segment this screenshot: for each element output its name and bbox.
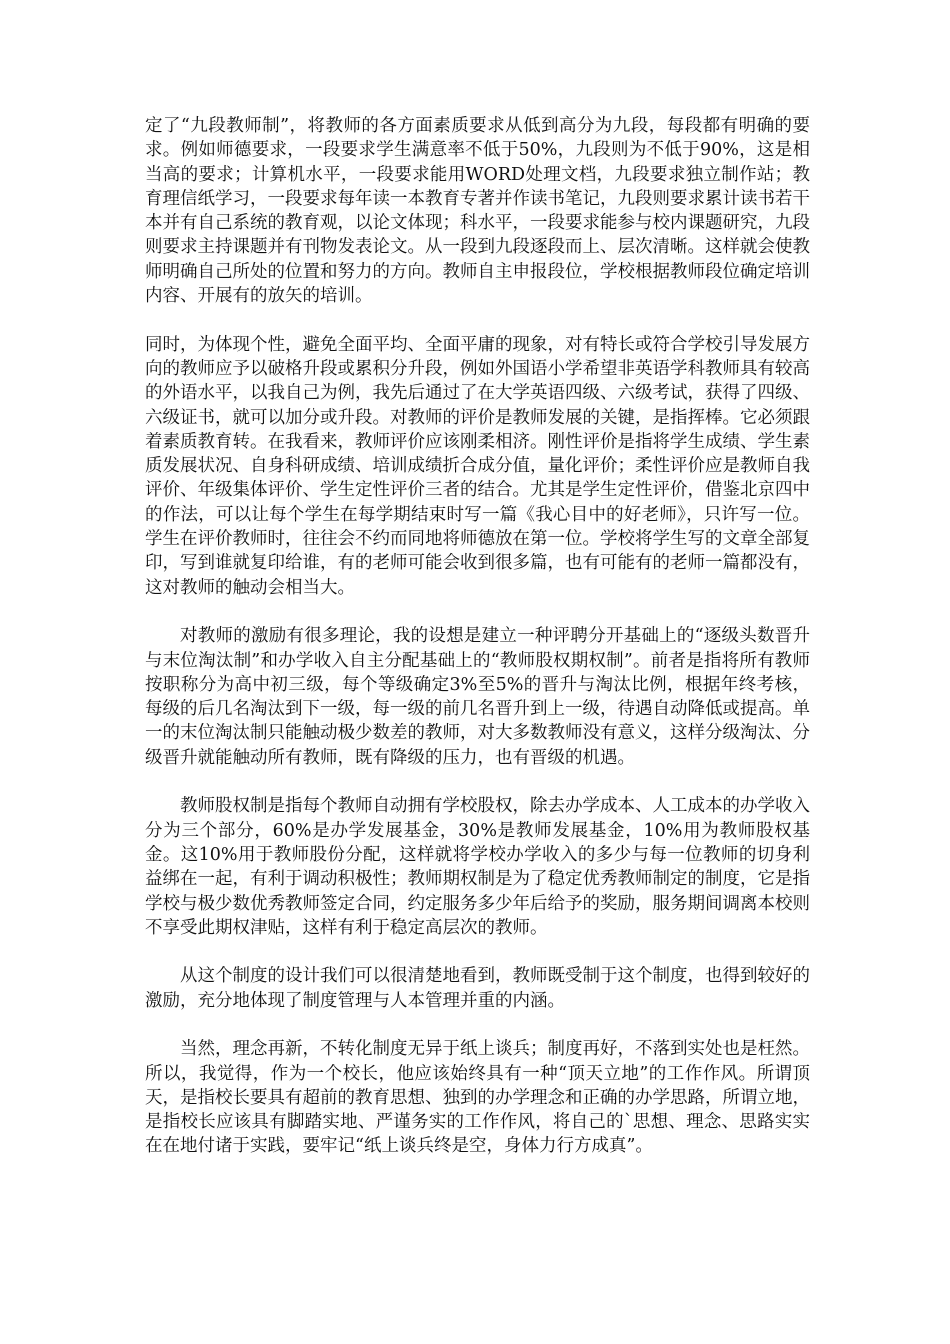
document-page — [145, 114, 810, 1183]
paragraph-3: 对教师的激励有很多理论，我的设想是建立一种评聘分开基础上的“逐级头数晋升与末位淘汰制”和办学收入自主分配基础上的“教师股权期权制”。前者是指将所有教师按职称分为高中初三级，每个等级确定3%至5%的晋升与淘汰比例，根据年终考核，每级的后几名淘汰到下一级，每一级的前几名晋升到上一级，待遇自动降低或提高。单一的末位淘汰制只能触动极少数差的教师，对大多数教师没有意义，这样分级淘汰、分级晋升就能触动所有教师，既有降级的压力，也有晋级的机遇。 — [145, 626, 810, 768]
paragraph-5: 从这个制度的设计我们可以很清楚地看到，教师既受制于这个制度，也得到较好的激励，充分地体现了制度管理与人本管理并重的内涵。 — [145, 966, 810, 1011]
paragraph-1: 定了“九段教师制”，将教师的各方面素质要求从低到高分为九段，每段都有明确的要求。例如师德要求，一段要求学生满意率不低于50%，九段则为不低于90%，这是相当高的要求；计算机水平，一段要求能用WORD处理文档，九段要求独立制作站；教育理信纸学习，一段要求每年读一本教育专著并作读书笔记，九段则要求累计读书若干本并有自己系统的教育观，以论文体现；科水平，一段要求能参与校内课题研究，九段则要求主持课题并有刊物发表论文。从一段到九段逐段而上、层次清晰。这样就会使教师明确自己所处的位置和努力的方向。教师自主申报段位，学校根据教师段位确定培训内容、开展有的放矢的培训。 — [145, 116, 810, 307]
paragraph-6: 当然，理念再新，不转化制度无异于纸上谈兵；制度再好，不落到实处也是枉然。所以，我觉得，作为一个校长，他应该始终具有一种“顶天立地”的工作作风。所谓顶天，是指校长要具有超前的教育思想、独到的办学理念和正确的办学思路，所谓立地，是指校长应该具有脚踏实地、严谨务实的工作作风，将自己的`思想、理念、思路实实在在地付诸于实践，要牢记“纸上谈兵终是空，身体力行方成真”。 — [145, 1039, 810, 1157]
paragraph-2: 同时，为体现个性，避免全面平均、全面平庸的现象，对有特长或符合学校引导发展方向的教师应予以破格升段或累积分升段，例如外国语小学希望非英语学科教师具有较高的外语水平，以我自己为例，我先后通过了在大学英语四级、六级考试，获得了四级、六级证书，就可以加分或升段。对教师的评价是教师发展的关键，是指挥棒。它必须跟着素质教育转。在我看来，教师评价应该刚柔相济。刚性评价是指将学生成绩、学生素质发展状况、自身科研成绩、培训成绩折合成分值，量化评价；柔性评价应是教师自我评价、年级集体评价、学生定性评价三者的结合。尤其是学生定性评价，借鉴北京四中的作法，可以让每个学生在每学期结束时写一篇《我心目中的好老师》，只许写一位。学生在评价教师时，往往会不约而同地将师德放在第一位。学校将学生写的文章全部复印，写到谁就复印给谁，有的老师可能会收到很多篇，也有可能有的老师一篇都没有，这对教师的触动会相当大。 — [145, 334, 810, 598]
paragraph-4: 教师股权制是指每个教师自动拥有学校股权，除去办学成本、人工成本的办学收入分为三个部分，60%是办学发展基金，30%是教师发展基金，10%用为教师股权基金。这10%用于教师股份分配，这样就将学校办学收入的多少与每一位教师的切身利益绑在一起，有利于调动积极性；教师期权制是为了稳定优秀教师制定的制度，它是指学校与极少数优秀教师签定合同，约定服务多少年后给予的奖励，服务期间调离本校则不享受此期权津贴，这样有利于稳定高层次的教师。 — [145, 796, 810, 938]
